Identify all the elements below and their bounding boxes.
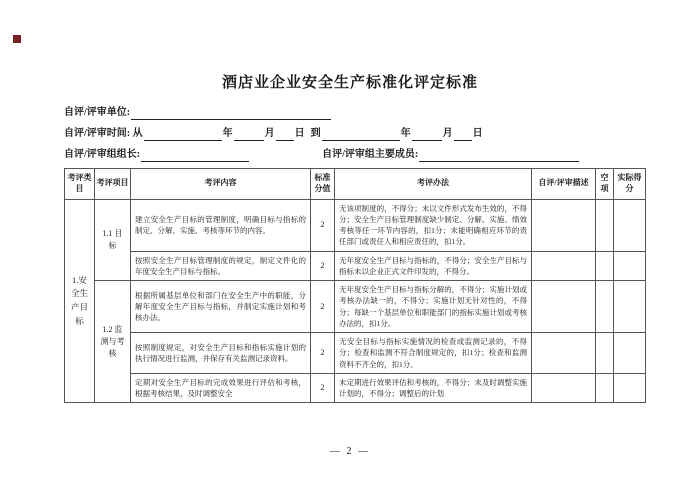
item-cell-1-2: 1.2 监测与考核 bbox=[95, 281, 131, 403]
method-cell: 未定期进行效果评估和考核的，不得分；未及时调整实施计划的，不得分；调整后的计划 bbox=[335, 373, 532, 403]
standard-score-cell: 2 bbox=[311, 281, 335, 333]
day2-label: 日 bbox=[472, 128, 483, 139]
empty-item-entry-cell[interactable] bbox=[596, 373, 614, 403]
leader-blank-field[interactable] bbox=[141, 149, 249, 162]
day-blank-field[interactable] bbox=[276, 128, 294, 141]
header-method: 考评办法 bbox=[335, 169, 532, 200]
standard-score-cell: 2 bbox=[311, 251, 335, 281]
day-label: 日 bbox=[294, 128, 305, 139]
to-label: 到 bbox=[310, 128, 321, 139]
page-number: — 2 — bbox=[330, 446, 370, 457]
header-review: 自评/评审描述 bbox=[532, 169, 596, 200]
header-category: 考评类目 bbox=[65, 169, 95, 200]
actual-score-entry-cell[interactable] bbox=[614, 251, 646, 281]
members-label: 自评/评审组主要成员: bbox=[322, 149, 419, 160]
month2-blank-field[interactable] bbox=[412, 128, 442, 141]
leader-label: 自评/评审组组长: bbox=[64, 149, 141, 160]
review-entry-cell[interactable] bbox=[532, 333, 596, 374]
empty-item-entry-cell[interactable] bbox=[596, 333, 614, 374]
table-row-2 bbox=[65, 251, 646, 281]
content-cell: 定期对安全生产目标的完成效果进行评估和考核，根据考核结果，及时调整安全 bbox=[131, 373, 311, 403]
unit-label: 自评/评审单位: bbox=[64, 107, 131, 118]
month-blank-field[interactable] bbox=[234, 128, 264, 141]
actual-score-entry-cell[interactable] bbox=[614, 373, 646, 403]
content-cell: 根据所属基层单位和部门在安全生产中的职能，分解年度安全生产目标与指标，并制定实施计划和考核办法。 bbox=[131, 281, 311, 333]
review-entry-cell[interactable] bbox=[532, 251, 596, 281]
method-cell: 无该项制度的，不得分；未以文件形式发布生效的，不得分；安全生产目标管理制度缺少制定、分解、实施、绩效考核等任一环节内容的，扣1分；未能明确相应环节的责任部门或责任人和相应责任的，扣1分。 bbox=[335, 199, 532, 251]
header-form bbox=[64, 102, 648, 165]
members-blank-field[interactable] bbox=[419, 149, 579, 162]
month-label: 月 bbox=[264, 128, 275, 139]
content-cell: 建立安全生产目标的管理制度，明确目标与指标的制定、分解、实施、考核等环节的内容。 bbox=[131, 199, 311, 251]
item-cell-1-1: 1.1 目标 bbox=[95, 199, 131, 281]
header-item: 考评项目 bbox=[95, 169, 131, 200]
standard-score-cell: 2 bbox=[311, 373, 335, 403]
form-line-time bbox=[64, 123, 648, 144]
header-content: 考评内容 bbox=[131, 169, 311, 200]
year2-label: 年 bbox=[400, 128, 411, 139]
review-entry-cell[interactable] bbox=[532, 199, 596, 251]
actual-score-entry-cell[interactable] bbox=[614, 281, 646, 333]
table-row-4 bbox=[65, 333, 646, 374]
header-actual: 实际得分 bbox=[614, 169, 646, 200]
method-cell: 无安全目标与指标实施情况的检查或监测记录的，不得分；检查和监测不符合制度规定的，扣1分；检查和监测资料不齐全的，扣1分。 bbox=[335, 333, 532, 374]
empty-item-entry-cell[interactable] bbox=[596, 281, 614, 333]
content-cell: 按照安全生产目标管理制度的规定，制定文件化的年度安全生产目标与指标。 bbox=[131, 251, 311, 281]
category-cell: 1.安全生产目标 bbox=[65, 199, 95, 403]
standard-score-cell: 2 bbox=[311, 199, 335, 251]
content-cell: 按照制度规定，对安全生产目标和指标实施计划的执行情况进行监测，并保存有关监测记录资料。 bbox=[131, 333, 311, 374]
table-header-row bbox=[65, 169, 646, 200]
review-entry-cell[interactable] bbox=[532, 373, 596, 403]
unit-blank-field[interactable] bbox=[131, 107, 331, 120]
table-row-3 bbox=[65, 281, 646, 333]
review-entry-cell[interactable] bbox=[532, 281, 596, 333]
method-cell: 无年度安全生产目标与指标的，不得分；安全生产目标与指标未以企业正式文件印发的，不得分。 bbox=[335, 251, 532, 281]
empty-item-entry-cell[interactable] bbox=[596, 199, 614, 251]
year2-blank-field[interactable] bbox=[322, 128, 400, 141]
corner-logo bbox=[13, 35, 21, 43]
year-blank-field[interactable] bbox=[144, 128, 222, 141]
time-label: 自评/评审时间: 从 bbox=[64, 128, 143, 139]
method-cell: 无年度安全生产目标与指标分解的，不得分；实施计划或考核办法缺一的，不得分；实施计划无针对性的，不得分；每缺一个基层单位和职能部门的指标实施计划或考核办法的，扣1分。 bbox=[335, 281, 532, 333]
actual-score-entry-cell[interactable] bbox=[614, 333, 646, 374]
actual-score-entry-cell[interactable] bbox=[614, 199, 646, 251]
day2-blank-field[interactable] bbox=[454, 128, 472, 141]
page-title: 酒店业企业安全生产标准化评定标准 bbox=[221, 75, 478, 91]
table-row-5 bbox=[65, 373, 646, 403]
empty-item-entry-cell[interactable] bbox=[596, 251, 614, 281]
year-label: 年 bbox=[222, 128, 233, 139]
table-row-1 bbox=[65, 199, 646, 251]
header-empty: 空项 bbox=[596, 169, 614, 200]
assessment-table bbox=[64, 168, 646, 403]
month2-label: 月 bbox=[442, 128, 453, 139]
form-line-unit bbox=[64, 102, 648, 123]
header-score: 标准分值 bbox=[311, 169, 335, 200]
standard-score-cell: 2 bbox=[311, 333, 335, 374]
form-line-team bbox=[64, 144, 648, 165]
